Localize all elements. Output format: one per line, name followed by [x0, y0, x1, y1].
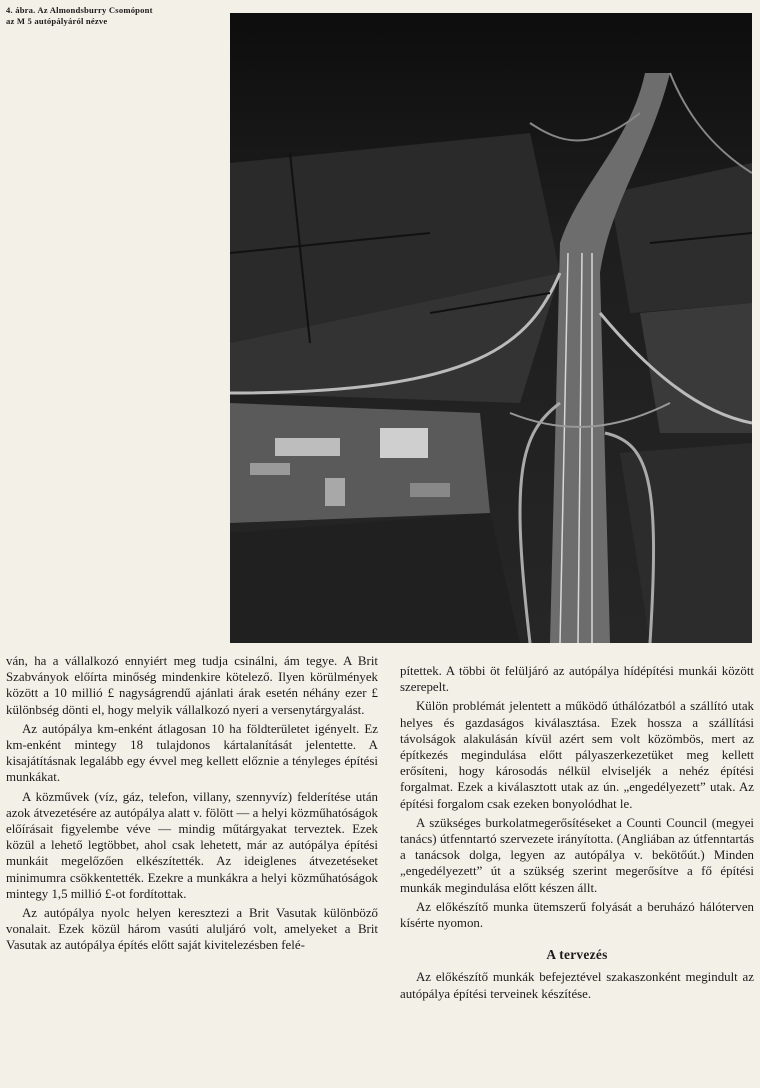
- text-column-right: [400, 663, 754, 1005]
- figure-caption-line2: az M 5 autópályáról nézve: [6, 16, 108, 26]
- paragraph: Az autópálya nyolc helyen keresztezi a Brit Vasutak különböző vonalait. Ezek közül három vasúti aluljáró volt, amelyeket a Brit Vasutak az autópálya építés előtt saját kivitelezésben felé-: [6, 906, 378, 953]
- paragraph: Külön problémát jelentett a működő úthálózatból a szállító utak helyes és gazdaságos kiválasztása. Ezek hossza a szállítási távolságok alakulásán kívül azért sem volt közömbös, mert az építkezés megindulása előtt pályaszerkezetüket meg kellett erősíteni, hogy károsodás nélkül elviseljék a nehéz építési forgalmat. Ezek a kiválasztott utak az ún. „engedélyezett” utak. Az építési forgalom csak ezeken bonyolódhat le.: [400, 699, 754, 811]
- figure-caption-line1: 4. ábra. Az Almondsburry Csomópont: [6, 5, 153, 15]
- figure-caption: [6, 5, 228, 27]
- paragraph: A szükséges burkolatmegerősítéseket a Counti Council (megyei tanács) útfenntartó szervezete irányította. (Angliában az útfenntartás a tanácsok dolga, legyen az autópálya v. bekötőút.) Minden „engedélyezett” út a szükség szerint megerősítve a fő építési munkák megindulása előtt készen állt.: [400, 815, 754, 895]
- aerial-photo: [230, 13, 752, 643]
- paragraph: A közművek (víz, gáz, telefon, villany, szennyvíz) felderítése után azok átvezetésére az autópálya alatt v. fölött — a helyi közműhatóságok előírásait figyelembe véve — mindig műtárgyakat terveztek. Ezek közül a lehető legtöbbet, ahol csak lehetett, már az autópálya építési munkáit megelőzően elkészítették. Az ideiglenes átvezetéseket minimumra csökkentették. Ezekre a munkákra a helyi közműhatóságok mintegy 1,5 millió £-ot fordítottak.: [6, 789, 378, 901]
- paragraph: Az előkészítő munka ütemszerű folyását a beruházó hálóterven kísérte nyomon.: [400, 899, 754, 931]
- paragraph: Az előkészítő munkák befejeztével szakaszonként megindult az autópálya építési terveinek készítése.: [400, 970, 754, 1001]
- paragraph: pítettek. A többi öt felüljáró az autópálya hídépítési munkái között szerepelt.: [400, 664, 754, 695]
- paragraph: Az autópálya km-enként átlagosan 10 ha földterületet igényelt. Ez km-enként mintegy 18 tulajdonos kártalanítását jelentette. A kisajátításnak legalább egy évvel meg kellett előznie a tényleges építési munkákat.: [6, 721, 378, 785]
- paragraph: ván, ha a vállalkozó ennyiért meg tudja csinálni, ám tegye. A Brit Szabványok előírta minőség mindenkire kötelező. Ilyen körülmények között a 10 millió £ nagyságrendű ajánlati árak esetén néhány ezer £ különbség dönti el, hogy melyik vállalkozó nyeri a versenytárgyalást.: [6, 654, 378, 717]
- text-column-left: [6, 653, 378, 957]
- aerial-photo-illustration: [230, 13, 752, 643]
- section-heading: A tervezés: [546, 947, 608, 963]
